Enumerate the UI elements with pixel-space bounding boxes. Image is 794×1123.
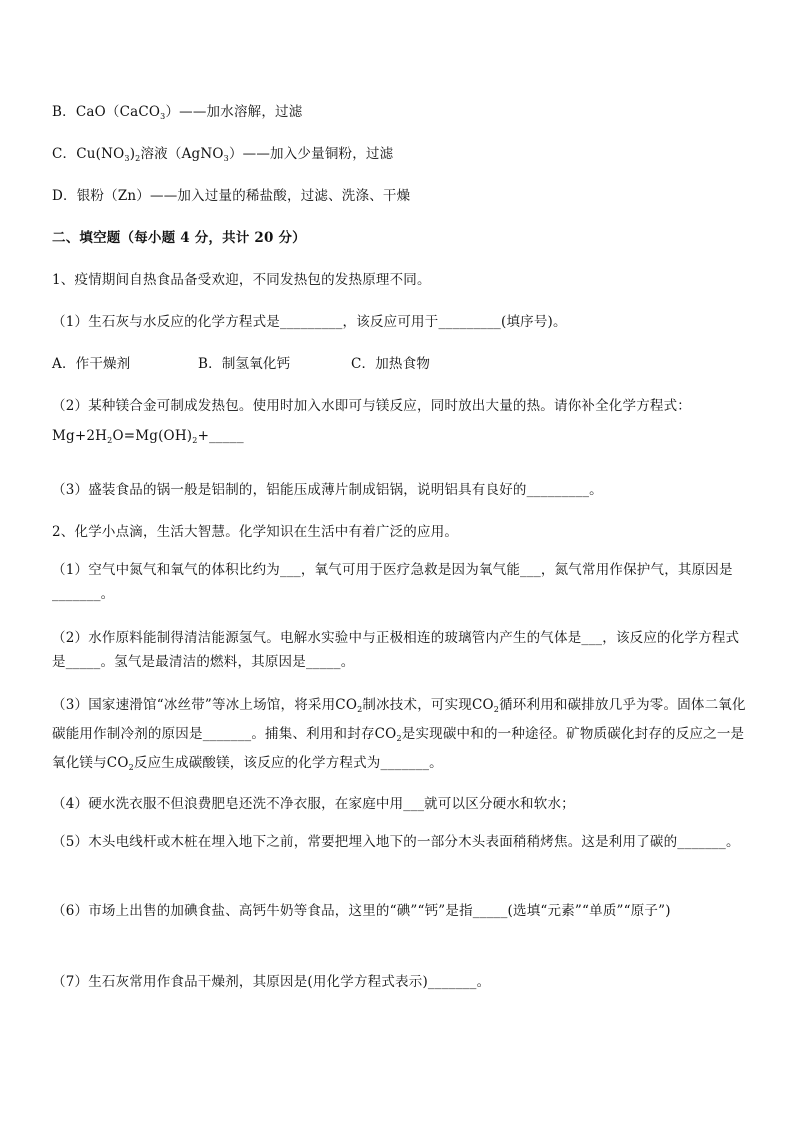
subscript: 3 [223,154,229,163]
choice-a: A．作干燥剂 [52,356,131,372]
text: （3）国家速滑馆“冰丝带”等冰上场馆，将采用CO [52,697,358,713]
option-c [52,142,393,163]
subscript: 2 [192,436,198,445]
option-b [52,100,302,121]
q1-part1: （1）生石灰与水反应的化学方程式是_________，该反应可用于_________(填序号)。 [52,314,567,330]
subscript: 2 [396,734,402,743]
q1-choices [52,352,430,372]
option-c-text-end: ）——加入少量铜粉，过滤 [228,146,394,162]
choice-c: C．加热食物 [351,356,431,372]
q2-part1: （1）空气中氮气和氧气的体积比约为___，氧气可用于医疗急救是因为氧气能___，氮气常用作保护气，其原因是_______。 [52,562,733,602]
option-c-text: ) [129,146,136,162]
q1-part3: （3）盛装食品的锅一般是铝制的，铝能压成薄片制成铝锅，说明铝具有良好的_________。 [52,482,603,498]
subscript: 2 [107,436,113,445]
text: 循环利用和碳排放几乎为零。固体二氧化碳能用作制冷剂的原因是_______。捕集、利用和封存CO [52,697,746,742]
subscript: 2 [128,763,134,772]
option-b-text-end: ）——加水溶解，过滤 [165,104,303,120]
q2-part5: （5）木头电线杆或木桩在埋入地下之前，常要把埋入地下的一部分木头表面稍稍烤焦。这是利用了碳的_______。 [52,834,740,850]
text: 制冰技术，可实现CO [362,697,494,713]
option-c-text: 溶液（AgNO [140,146,224,162]
subscript: 2 [493,705,500,714]
option-b-text: B．CaO（CaCO [52,104,161,120]
q2-part3 [52,693,752,780]
q2-part6: （6）市场上出售的加碘食盐、高钙牛奶等食品，这里的“碘”“钙”是指_____(选填“元素”“单质”“原子”) [52,903,671,919]
equation-text: +_____ [197,428,244,444]
option-d: D．银粉（Zn）——加入过量的稀盐酸，过滤、洗涤、干燥 [52,188,411,204]
option-c-text: C．Cu(NO [52,146,125,162]
choice-b: B．制氢氧化钙 [198,356,291,372]
subscript: 2 [357,705,363,714]
subscript: 3 [124,154,130,163]
subscript: 2 [135,154,141,163]
q1-part2: （2）某种镁合金可制成发热包。使用时加入水即可与镁反应，同时放出大量的热。请你补全化学方程式： [52,398,691,414]
text: 是实现碳中和的一种途径。矿物质碳化封存的反应之一是氧化镁与CO [52,726,745,771]
q2-part7: （7）生石灰常用作食品干燥剂，其原因是(用化学方程式表示)_______。 [52,974,491,990]
q1-equation [52,428,244,445]
equation-text: Mg+2H [52,428,108,444]
q2-stem: 2、化学小点滴，生活大智慧。化学知识在生活中有着广泛的应用。 [52,524,459,540]
text: 反应生成碳酸镁，该反应的化学方程式为_______。 [133,755,443,771]
section-title: 二、填空题（每小题 4 分，共计 20 分） [52,230,306,246]
q2-part4: （4）硬水洗衣服不但浪费肥皂还洗不净衣服，在家庭中用___就可以区分硬水和软水； [52,796,575,812]
q1-stem: 1、疫情期间自热食品备受欢迎，不同发热包的发热原理不同。 [52,272,431,288]
equation-text: O=Mg(OH) [112,428,193,444]
subscript: 3 [160,112,166,121]
q2-part2: （2）水作原料能制得清洁能源氢气。电解水实验中与正极相连的玻璃管内产生的气体是___，该反应的化学方程式是_____。氢气是最清洁的燃料，其原因是_____。 [52,630,740,670]
